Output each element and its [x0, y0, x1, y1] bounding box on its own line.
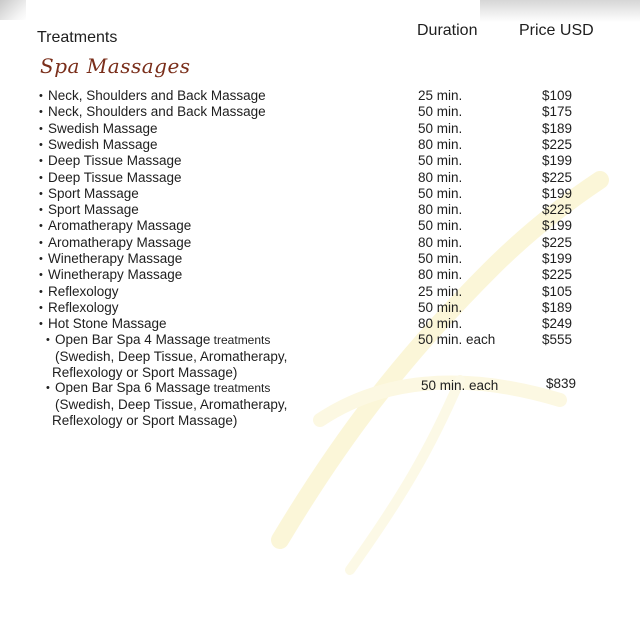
treatment-row	[0, 316, 640, 332]
treatment-price: $225	[542, 234, 573, 250]
treatment-row	[0, 137, 640, 153]
bullet: •	[39, 269, 43, 282]
treatment-duration: 50 min.	[418, 299, 463, 315]
treatment-price: $199	[542, 218, 573, 234]
treatment-name: Deep Tissue Massage	[48, 169, 182, 185]
bullet: •	[39, 204, 43, 217]
page-corner-shadow	[0, 0, 26, 20]
bullet: •	[46, 334, 50, 346]
treatments-header: Treatments	[37, 29, 118, 46]
treatment-duration: 50 min.	[418, 120, 463, 136]
treatment-duration: 80 min.	[418, 169, 463, 185]
treatment-row	[0, 235, 640, 251]
treatment-price: $225	[542, 267, 573, 283]
treatment-row	[0, 104, 640, 120]
bullet: •	[39, 301, 43, 314]
page-edge-shadow	[480, 0, 640, 22]
treatment-row	[0, 88, 640, 104]
treatment-duration: 50 min.	[418, 251, 463, 266]
treatment-row	[0, 300, 640, 316]
package-detail-line: (Swedish, Deep Tissue, Aromatherapy,	[55, 396, 288, 412]
bullet: •	[39, 220, 43, 233]
treatment-name: Deep Tissue Massage	[48, 153, 182, 169]
treatment-price: $199	[542, 153, 573, 169]
package-duration: 50 min. each	[418, 332, 496, 347]
bullet: •	[39, 122, 43, 135]
treatment-price: $199	[542, 251, 573, 266]
package-name	[55, 380, 270, 396]
package-detail-line: (Swedish, Deep Tissue, Aromatherapy,	[55, 348, 288, 364]
package-detail-line: Reflexology or Sport Massage)	[52, 413, 238, 428]
treatment-name: Reflexology	[48, 299, 119, 315]
package-name-suffix: treatments	[210, 333, 271, 347]
treatment-price: $189	[542, 299, 573, 315]
treatment-price: $225	[542, 169, 573, 185]
treatment-name: Reflexology	[48, 283, 119, 299]
package-row	[0, 376, 640, 396]
bullet: •	[39, 187, 43, 200]
treatment-row	[0, 251, 640, 267]
treatment-price: $189	[542, 120, 573, 136]
bullet: •	[39, 318, 43, 331]
treatment-row	[0, 267, 640, 283]
package-detail-line: Reflexology or Sport Massage)	[52, 365, 238, 380]
package-name	[55, 332, 270, 348]
treatment-row	[0, 284, 640, 300]
treatment-name: Aromatherapy Massage	[48, 218, 192, 234]
treatment-name: Sport Massage	[48, 202, 139, 218]
package-row	[0, 332, 640, 348]
package-name-main: Open Bar Spa 6 Massage	[55, 380, 211, 395]
bullet: •	[39, 106, 43, 119]
treatment-row	[0, 170, 640, 186]
treatment-row	[0, 202, 640, 218]
price-header: Price USD	[519, 22, 594, 39]
package-name-suffix: treatments	[210, 381, 271, 395]
treatment-price: $249	[542, 316, 573, 332]
treatment-duration: 80 min.	[418, 234, 463, 250]
treatment-price: $105	[542, 283, 573, 299]
treatment-row	[0, 121, 640, 137]
treatment-name: Swedish Massage	[48, 136, 158, 152]
treatment-duration: 80 min.	[418, 267, 463, 283]
treatment-name: Aromatherapy Massage	[48, 234, 192, 250]
treatment-name: Neck, Shoulders and Back Massage	[48, 88, 266, 103]
treatment-price: $175	[542, 104, 573, 120]
treatment-duration: 80 min.	[418, 202, 463, 218]
bullet: •	[39, 171, 43, 184]
treatment-price: $225	[542, 202, 573, 218]
treatment-duration: 25 min.	[418, 88, 463, 103]
bullet: •	[39, 155, 43, 168]
treatment-price: $109	[542, 88, 573, 103]
bullet: •	[39, 285, 43, 298]
treatment-name: Neck, Shoulders and Back Massage	[48, 104, 266, 120]
duration-header: Duration	[417, 22, 478, 39]
bullet: •	[39, 90, 43, 102]
bullet: •	[39, 236, 43, 249]
package-price: $555	[542, 332, 573, 347]
treatment-row	[0, 153, 640, 169]
treatment-name: Swedish Massage	[48, 120, 158, 136]
treatment-name: Winetherapy Massage	[48, 251, 183, 266]
bullet: •	[46, 382, 50, 394]
treatment-duration: 50 min.	[418, 104, 463, 120]
treatment-row	[0, 218, 640, 234]
package-duration: 50 min. each	[421, 378, 499, 393]
package-price: $839	[546, 376, 577, 391]
package-name-main: Open Bar Spa 4 Massage	[55, 332, 211, 347]
treatment-name: Winetherapy Massage	[48, 267, 183, 283]
treatment-duration: 50 min.	[418, 218, 463, 234]
section-title: Spa Massages	[40, 54, 191, 78]
treatment-duration: 25 min.	[418, 283, 463, 299]
treatment-name: Hot Stone Massage	[48, 316, 167, 332]
treatment-row	[0, 186, 640, 202]
treatment-name: Sport Massage	[48, 185, 139, 201]
treatment-duration: 80 min.	[418, 136, 463, 152]
bullet: •	[39, 253, 43, 265]
treatment-duration: 50 min.	[418, 185, 463, 201]
treatment-duration: 50 min.	[418, 153, 463, 169]
treatment-duration: 80 min.	[418, 316, 463, 332]
treatment-price: $225	[542, 136, 573, 152]
treatment-price: $199	[542, 185, 573, 201]
bullet: •	[39, 138, 43, 151]
